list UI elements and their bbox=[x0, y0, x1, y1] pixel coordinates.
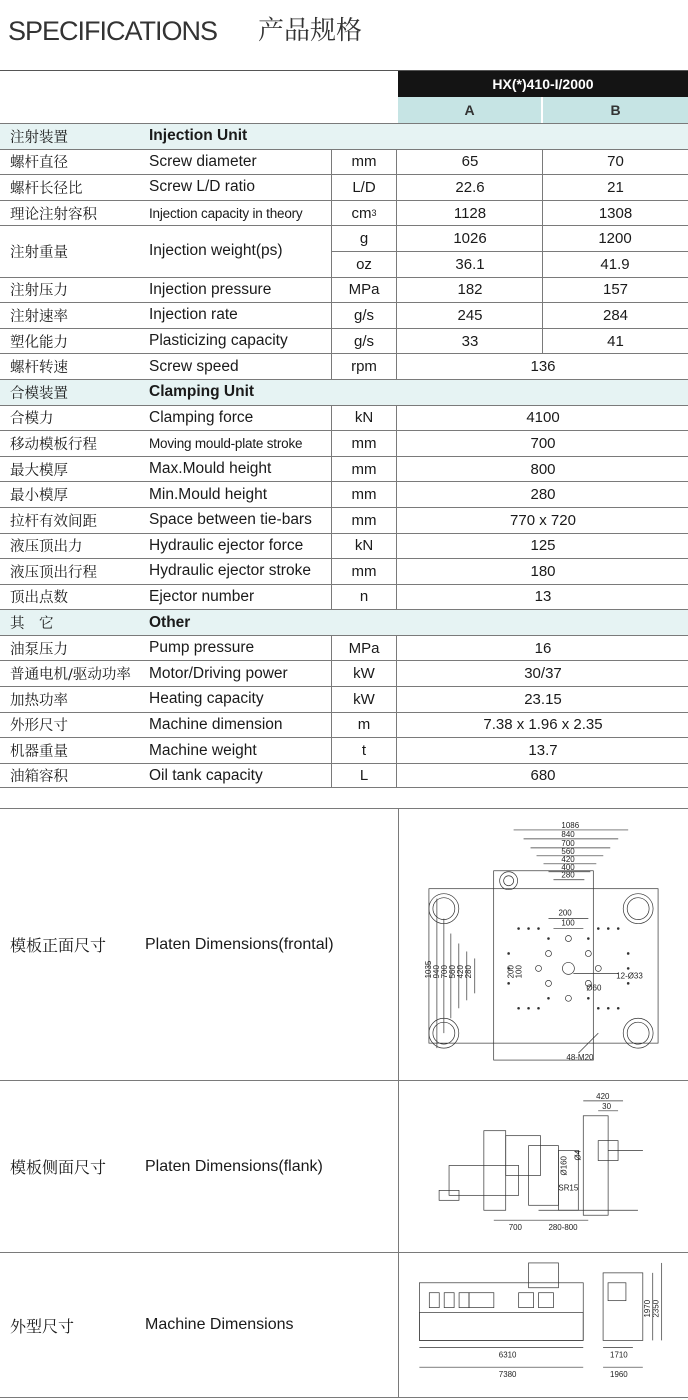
spec-unit: n bbox=[331, 585, 397, 610]
spec-row bbox=[0, 686, 688, 712]
spec-unit: g/s bbox=[331, 329, 397, 354]
spec-unit: kN bbox=[331, 534, 397, 559]
section-row bbox=[0, 123, 688, 149]
dimension-label-cn: 外型尺寸 bbox=[10, 1316, 75, 1336]
dimension-label-en: Machine Dimensions bbox=[145, 1316, 294, 1333]
spec-value: 800 bbox=[530, 460, 556, 478]
spec-value-a: 65 bbox=[461, 153, 479, 171]
dim-label: 280 bbox=[561, 870, 575, 880]
spec-value-a: 245 bbox=[457, 306, 483, 324]
machine-drawing bbox=[398, 1253, 688, 1397]
spec-label-en: Space between tie-bars bbox=[149, 511, 312, 529]
spec-label-cn: 油泵压力 bbox=[10, 641, 68, 658]
dim-label: 700 bbox=[508, 1223, 522, 1233]
spec-unit: m bbox=[331, 713, 397, 738]
spec-label-en: Max.Mould height bbox=[149, 460, 272, 478]
spec-row bbox=[0, 481, 688, 507]
dim-label: 30 bbox=[602, 1101, 612, 1111]
spec-row bbox=[0, 302, 688, 328]
spec-label-en: Injection rate bbox=[149, 306, 238, 324]
spec-label-en: Other bbox=[149, 613, 191, 631]
spec-value-b: 1200 bbox=[598, 230, 632, 248]
spec-label-cn: 拉杆有效间距 bbox=[10, 513, 97, 530]
column-header-b: B bbox=[543, 97, 688, 123]
dim-label: 6310 bbox=[498, 1350, 517, 1360]
dimension-label-en: Platen Dimensions(flank) bbox=[145, 1157, 323, 1175]
spec-row bbox=[0, 328, 688, 354]
page-title: SPECIFICATIONS bbox=[8, 16, 218, 46]
dim-label: Ø160 bbox=[559, 1156, 569, 1176]
spec-value: 30/37 bbox=[524, 665, 562, 683]
spec-unit: oz bbox=[356, 255, 372, 273]
spec-label-cn: 注射速率 bbox=[10, 308, 68, 325]
spec-label-cn: 液压顶出力 bbox=[10, 539, 83, 556]
spec-label-en: Injection pressure bbox=[149, 280, 272, 298]
dim-label: 7380 bbox=[498, 1370, 517, 1380]
spec-row bbox=[0, 225, 688, 276]
spec-row bbox=[0, 660, 688, 686]
dim-label: 420 bbox=[596, 1091, 610, 1101]
spec-value-a: 33 bbox=[461, 332, 479, 350]
dim-label: 1035 bbox=[423, 960, 433, 979]
spec-label-en: Screw speed bbox=[149, 357, 239, 375]
spec-row bbox=[0, 533, 688, 559]
spec-row bbox=[0, 584, 688, 610]
spec-unit: mm bbox=[331, 457, 397, 482]
dim-label: 400 bbox=[561, 862, 575, 872]
spec-label-en: Motor/Driving power bbox=[149, 664, 288, 682]
spec-value: 4100 bbox=[526, 409, 560, 427]
spec-value-b: 70 bbox=[542, 150, 688, 175]
spec-value: 23.15 bbox=[524, 690, 562, 708]
spec-row bbox=[0, 353, 688, 379]
spec-label-cn: 最小模厚 bbox=[10, 488, 68, 505]
spec-row bbox=[0, 737, 688, 763]
spec-row bbox=[0, 507, 688, 533]
dim-label: 560 bbox=[447, 965, 457, 979]
dimension-row-flank bbox=[0, 1081, 688, 1253]
spec-label-cn: 移动模板行程 bbox=[10, 436, 97, 453]
spec-unit: cm 3 bbox=[331, 201, 397, 226]
column-header-a: A bbox=[398, 97, 542, 123]
spec-label-en: Pump pressure bbox=[149, 639, 255, 657]
spec-label-cn: 外形尺寸 bbox=[10, 718, 68, 735]
spec-value: 13 bbox=[534, 588, 552, 606]
dim-label: 200 bbox=[506, 965, 516, 979]
spec-value-b: 21 bbox=[542, 175, 688, 200]
spec-label-cn: 塑化能力 bbox=[10, 334, 68, 351]
spec-label-cn: 注射重量 bbox=[10, 244, 68, 261]
model-header: HX(*)410-I/2000 bbox=[398, 71, 688, 97]
spec-unit: kW bbox=[331, 661, 397, 686]
spec-value-b: 41.9 bbox=[600, 255, 630, 273]
spec-label-en: Clamping Unit bbox=[149, 383, 255, 401]
spec-row bbox=[0, 763, 688, 789]
dimension-label-cn: 模板正面尺寸 bbox=[10, 936, 107, 955]
spec-label-cn: 理论注射容积 bbox=[10, 206, 97, 223]
spec-row bbox=[0, 456, 688, 482]
dim-label: 200 bbox=[558, 908, 572, 918]
spec-value: 700 bbox=[530, 434, 556, 452]
spec-unit: g bbox=[359, 230, 369, 248]
spec-value-b: 157 bbox=[542, 278, 688, 303]
spec-value: 280 bbox=[530, 486, 556, 504]
spec-label-cn: 油箱容积 bbox=[10, 769, 68, 786]
dim-label: Ø60 bbox=[586, 983, 602, 993]
spec-label-cn: 最大模厚 bbox=[10, 462, 68, 479]
spec-label-en: Injection capacity in theory bbox=[149, 205, 303, 221]
dim-label: 560 bbox=[561, 846, 575, 856]
spec-value-a: 182 bbox=[457, 281, 483, 299]
spec-label-cn: 螺杆转速 bbox=[10, 360, 68, 377]
spec-value: 125 bbox=[530, 537, 556, 555]
dim-label: 280 bbox=[463, 965, 473, 979]
spec-label-cn: 液压顶出行程 bbox=[10, 564, 97, 581]
spec-row bbox=[0, 149, 688, 175]
spec-label-en: Oil tank capacity bbox=[149, 766, 263, 784]
spec-value-b: 284 bbox=[542, 303, 688, 328]
spec-unit: kW bbox=[331, 687, 397, 712]
spec-value-b: 1308 bbox=[542, 201, 688, 226]
dim-label: 1970 bbox=[642, 1299, 652, 1318]
spec-value: 13.7 bbox=[528, 742, 558, 760]
page-title-cn: 产品规格 bbox=[258, 16, 363, 46]
spec-label-cn: 螺杆长径比 bbox=[10, 180, 83, 197]
spec-unit: kN bbox=[331, 406, 397, 431]
spec-unit: mm bbox=[331, 508, 397, 533]
spec-value: 770 x 720 bbox=[510, 511, 576, 529]
spec-label-en: Clamping force bbox=[149, 408, 254, 426]
dim-label: 280-800 bbox=[548, 1223, 578, 1233]
spec-value-a: 1026 bbox=[453, 230, 487, 248]
spec-label-cn: 螺杆直径 bbox=[10, 155, 68, 172]
spec-row bbox=[0, 174, 688, 200]
dim-label: 1960 bbox=[610, 1370, 628, 1380]
spec-label-en: Machine weight bbox=[149, 741, 257, 759]
spec-label-cn: 机器重量 bbox=[10, 744, 68, 761]
spec-label-en: Plasticizing capacity bbox=[149, 332, 288, 350]
dim-label: 420 bbox=[561, 854, 575, 864]
spec-label-cn: 注射压力 bbox=[10, 283, 68, 300]
dim-label: 1710 bbox=[610, 1350, 628, 1360]
spec-unit: rpm bbox=[331, 354, 397, 379]
platen-flank-drawing bbox=[398, 1081, 688, 1252]
spec-label-en: Screw diameter bbox=[149, 152, 257, 170]
spec-unit: g/s bbox=[331, 303, 397, 328]
spec-row bbox=[0, 430, 688, 456]
spec-value-a: 36.1 bbox=[455, 255, 485, 273]
spec-row bbox=[0, 635, 688, 661]
dimension-row-frontal bbox=[0, 809, 688, 1081]
dim-label: 100 bbox=[561, 918, 575, 928]
spec-label-cn: 普通电机/驱动功率 bbox=[10, 667, 131, 684]
dim-label: 100 bbox=[514, 965, 524, 979]
dim-label: 420 bbox=[455, 965, 465, 979]
spec-value: 16 bbox=[534, 639, 552, 657]
spec-value: 180 bbox=[530, 562, 556, 580]
spec-label-en: Screw L/D ratio bbox=[149, 178, 255, 196]
spec-unit: MPa bbox=[331, 278, 397, 303]
dimension-label-en: Platen Dimensions(frontal) bbox=[145, 935, 334, 953]
dim-label: 840 bbox=[561, 829, 575, 839]
section-row bbox=[0, 379, 688, 405]
spec-label-en: Injection weight(ps) bbox=[149, 242, 283, 260]
spec-label-cn: 顶出点数 bbox=[10, 590, 68, 607]
section-row bbox=[0, 609, 688, 635]
spec-value-a: 1128 bbox=[453, 204, 487, 222]
spec-unit: MPa bbox=[331, 636, 397, 661]
dim-label: Ø4 bbox=[573, 1149, 583, 1161]
spec-unit: mm bbox=[331, 482, 397, 507]
spec-label-en: Injection Unit bbox=[149, 127, 248, 145]
spec-value-b: 41 bbox=[542, 329, 688, 354]
spec-unit: L bbox=[331, 764, 397, 788]
dim-label: 48-M20 bbox=[566, 1053, 594, 1063]
dim-label: 700 bbox=[561, 838, 575, 848]
spec-label-cn: 加热功率 bbox=[10, 692, 68, 709]
spec-label-en: Ejector number bbox=[149, 587, 255, 605]
platen-flank-svg bbox=[399, 1081, 688, 1252]
dim-label: 940 bbox=[431, 965, 441, 979]
spec-row bbox=[0, 277, 688, 303]
dim-label: 2350 bbox=[651, 1299, 661, 1318]
spec-unit: mm bbox=[331, 431, 397, 456]
spec-value: 7.38 x 1.96 x 2.35 bbox=[483, 716, 603, 734]
spec-label-en: Machine dimension bbox=[149, 715, 283, 733]
spec-value: 136 bbox=[530, 358, 556, 376]
dimension-row-machine bbox=[0, 1253, 688, 1398]
spec-row bbox=[0, 712, 688, 738]
spec-label-en: Heating capacity bbox=[149, 690, 264, 708]
spec-unit: mm bbox=[331, 559, 397, 584]
spec-label-en: Min.Mould height bbox=[149, 485, 268, 503]
dimension-table bbox=[0, 808, 688, 1398]
platen-frontal-svg bbox=[399, 809, 688, 1080]
spec-table bbox=[0, 123, 688, 788]
spec-row bbox=[0, 405, 688, 431]
spec-label-en: Moving mould-plate stroke bbox=[149, 435, 303, 451]
dim-label: 1086 bbox=[561, 820, 580, 830]
spec-row bbox=[0, 558, 688, 584]
spec-label-cn: 合模装置 bbox=[10, 385, 68, 402]
spec-value: 680 bbox=[530, 767, 556, 785]
spec-unit: L/D bbox=[331, 175, 397, 200]
spec-label-en: Hydraulic ejector force bbox=[149, 536, 304, 554]
dimension-label-cn: 模板侧面尺寸 bbox=[10, 1158, 107, 1177]
spec-label-cn: 注射装置 bbox=[10, 129, 68, 146]
dim-label: 12-Ø33 bbox=[616, 971, 643, 981]
spec-row bbox=[0, 200, 688, 226]
spec-value-a: 22.6 bbox=[455, 178, 485, 196]
dim-label: 700 bbox=[439, 965, 449, 979]
spec-unit: mm bbox=[331, 150, 397, 175]
spec-label-cn: 合模力 bbox=[10, 411, 54, 428]
spec-label-cn: 其 它 bbox=[10, 616, 54, 633]
spec-label-en: Hydraulic ejector stroke bbox=[149, 562, 311, 580]
spec-unit: t bbox=[331, 738, 397, 763]
platen-frontal-drawing bbox=[398, 809, 688, 1080]
machine-svg bbox=[399, 1253, 688, 1397]
dim-label: SR15 bbox=[558, 1183, 579, 1193]
